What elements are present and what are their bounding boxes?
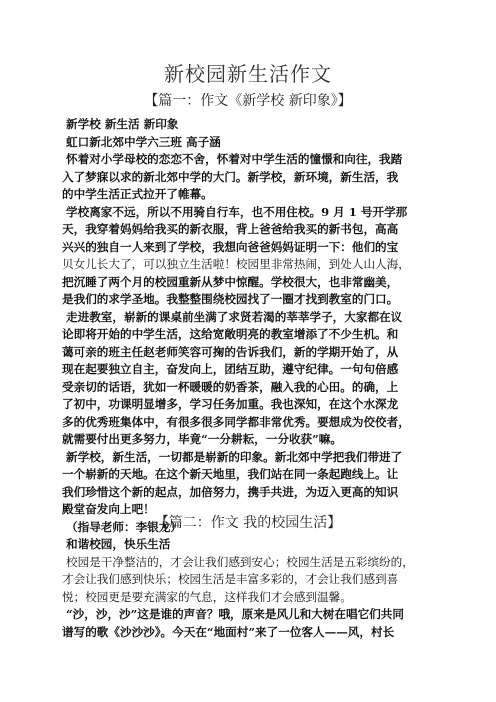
s1-line: 的中学生活正式拉开了帷幕。 (62, 187, 213, 201)
s1-line: 走进教室，崭新的课桌前坐满了求贤若渴的莘莘学子，大家都在议 (66, 309, 403, 324)
s1-line: 入了梦寐以求的新北郊中学的大门。新学校，新环境，新生活，我 (62, 169, 399, 184)
s1-line: 多的优秀班集体中，有很多很多同学都非常优秀。要想成为佼佼者， (62, 414, 410, 429)
s1-line: 就需要付出更多努力，毕竟“一分耕耘，一分收获”嘛。 (62, 432, 342, 446)
section1-heading: 【篇一：作文《新学校 新印象》】 (144, 93, 352, 109)
s2-line: 悦；校园更是要充满家的气息，这样我们才会感到温馨。 (62, 589, 352, 604)
s1-line: 是我们的求学圣地。我整整围绕校园找了一圈才找到教室的门口。 (62, 292, 399, 306)
s1-line: 虹口新北郊中学六三班 高子涵 (66, 134, 221, 149)
s2-line: 才会让我们感到快乐；校园生活是丰富多彩的，才会让我们感到喜 (62, 572, 399, 586)
s2-line: 谱写的歌《沙沙沙》。今天在“地面村”来了一位客人——风，村长 (62, 624, 395, 639)
s2-line: 和谐校园，快乐生活 (66, 537, 171, 551)
s1-line: （指导老师：李银龙） (66, 519, 182, 534)
s1-line: 殿堂奋发向上吧！ (62, 502, 155, 516)
s1-line: 受亲切的话语，犹如一杯暖暖的奶香茶，融入我的心田。的确，上 (62, 379, 399, 394)
s1-line: 把沉睡了两个月的校园重新从梦中惊醒。学校很大，也非常幽美， (62, 274, 399, 289)
s1-line: 了初中，功课明显增多，学习任务加重。我也深知，在这个水深龙 (62, 397, 399, 411)
s1-line: 论即将开始的中学生活，这给宽敞明亮的教室增添了不少生机。和 (62, 327, 399, 341)
s1-line: 我们珍惜这个新的起点，加倍努力，携手共进，为迈入更高的知识 (62, 484, 399, 499)
s1-line: 一个崭新的天地。在这个新天地里，我们站在同一条起跑线上。让 (62, 467, 399, 481)
s1-line: 现在起要独立自主，奋发向上，团结互助，遵守纪律。一句句倍感 (62, 362, 399, 376)
s1-line: 怀着对小学母校的恋恋不舍，怀着对中学生活的憧憬和向往，我踏 (66, 152, 403, 166)
s2-line: “沙，沙，沙”这是谁的声音？哦，原来是风儿和大树在唱它们共同 (66, 607, 404, 621)
section2-heading: 【篇二：作文 我的校园生活】 (154, 515, 342, 531)
document-title: 新校园新生活作文 (164, 62, 332, 86)
s2-line: 校园是干净整洁的，才会让我们感到安心；校园生活是五彩缤纷的， (66, 554, 414, 569)
s1-line: 贝女儿长大了，可以独立生活啦！校园里非常热闹，到处人山人海， (62, 257, 410, 271)
s1-line: 新学校，新生活，一切都是崭新的印象。新北郊中学把我们带进了 (66, 449, 403, 464)
s1-line: 学校离家不远，所以不用骑自行车，也不用住校。9 月 1 号开学那 (66, 204, 408, 219)
s1-line: 蔼可亲的班主任赵老师笑容可掬的告诉我们，新的学期开始了，从 (62, 344, 399, 359)
section1-body (62, 116, 434, 536)
s1-line: 天，我穿着妈妈给我买的新衣服，背上爸爸给我买的新书包，高高 (62, 222, 399, 236)
section2-body (62, 536, 434, 641)
s1-line: 新学校 新生活 新印象 (66, 117, 179, 131)
s1-line: 兴兴的独自一人来到了学校，我想向爸爸妈妈证明一下：他们的宝 (62, 239, 399, 254)
